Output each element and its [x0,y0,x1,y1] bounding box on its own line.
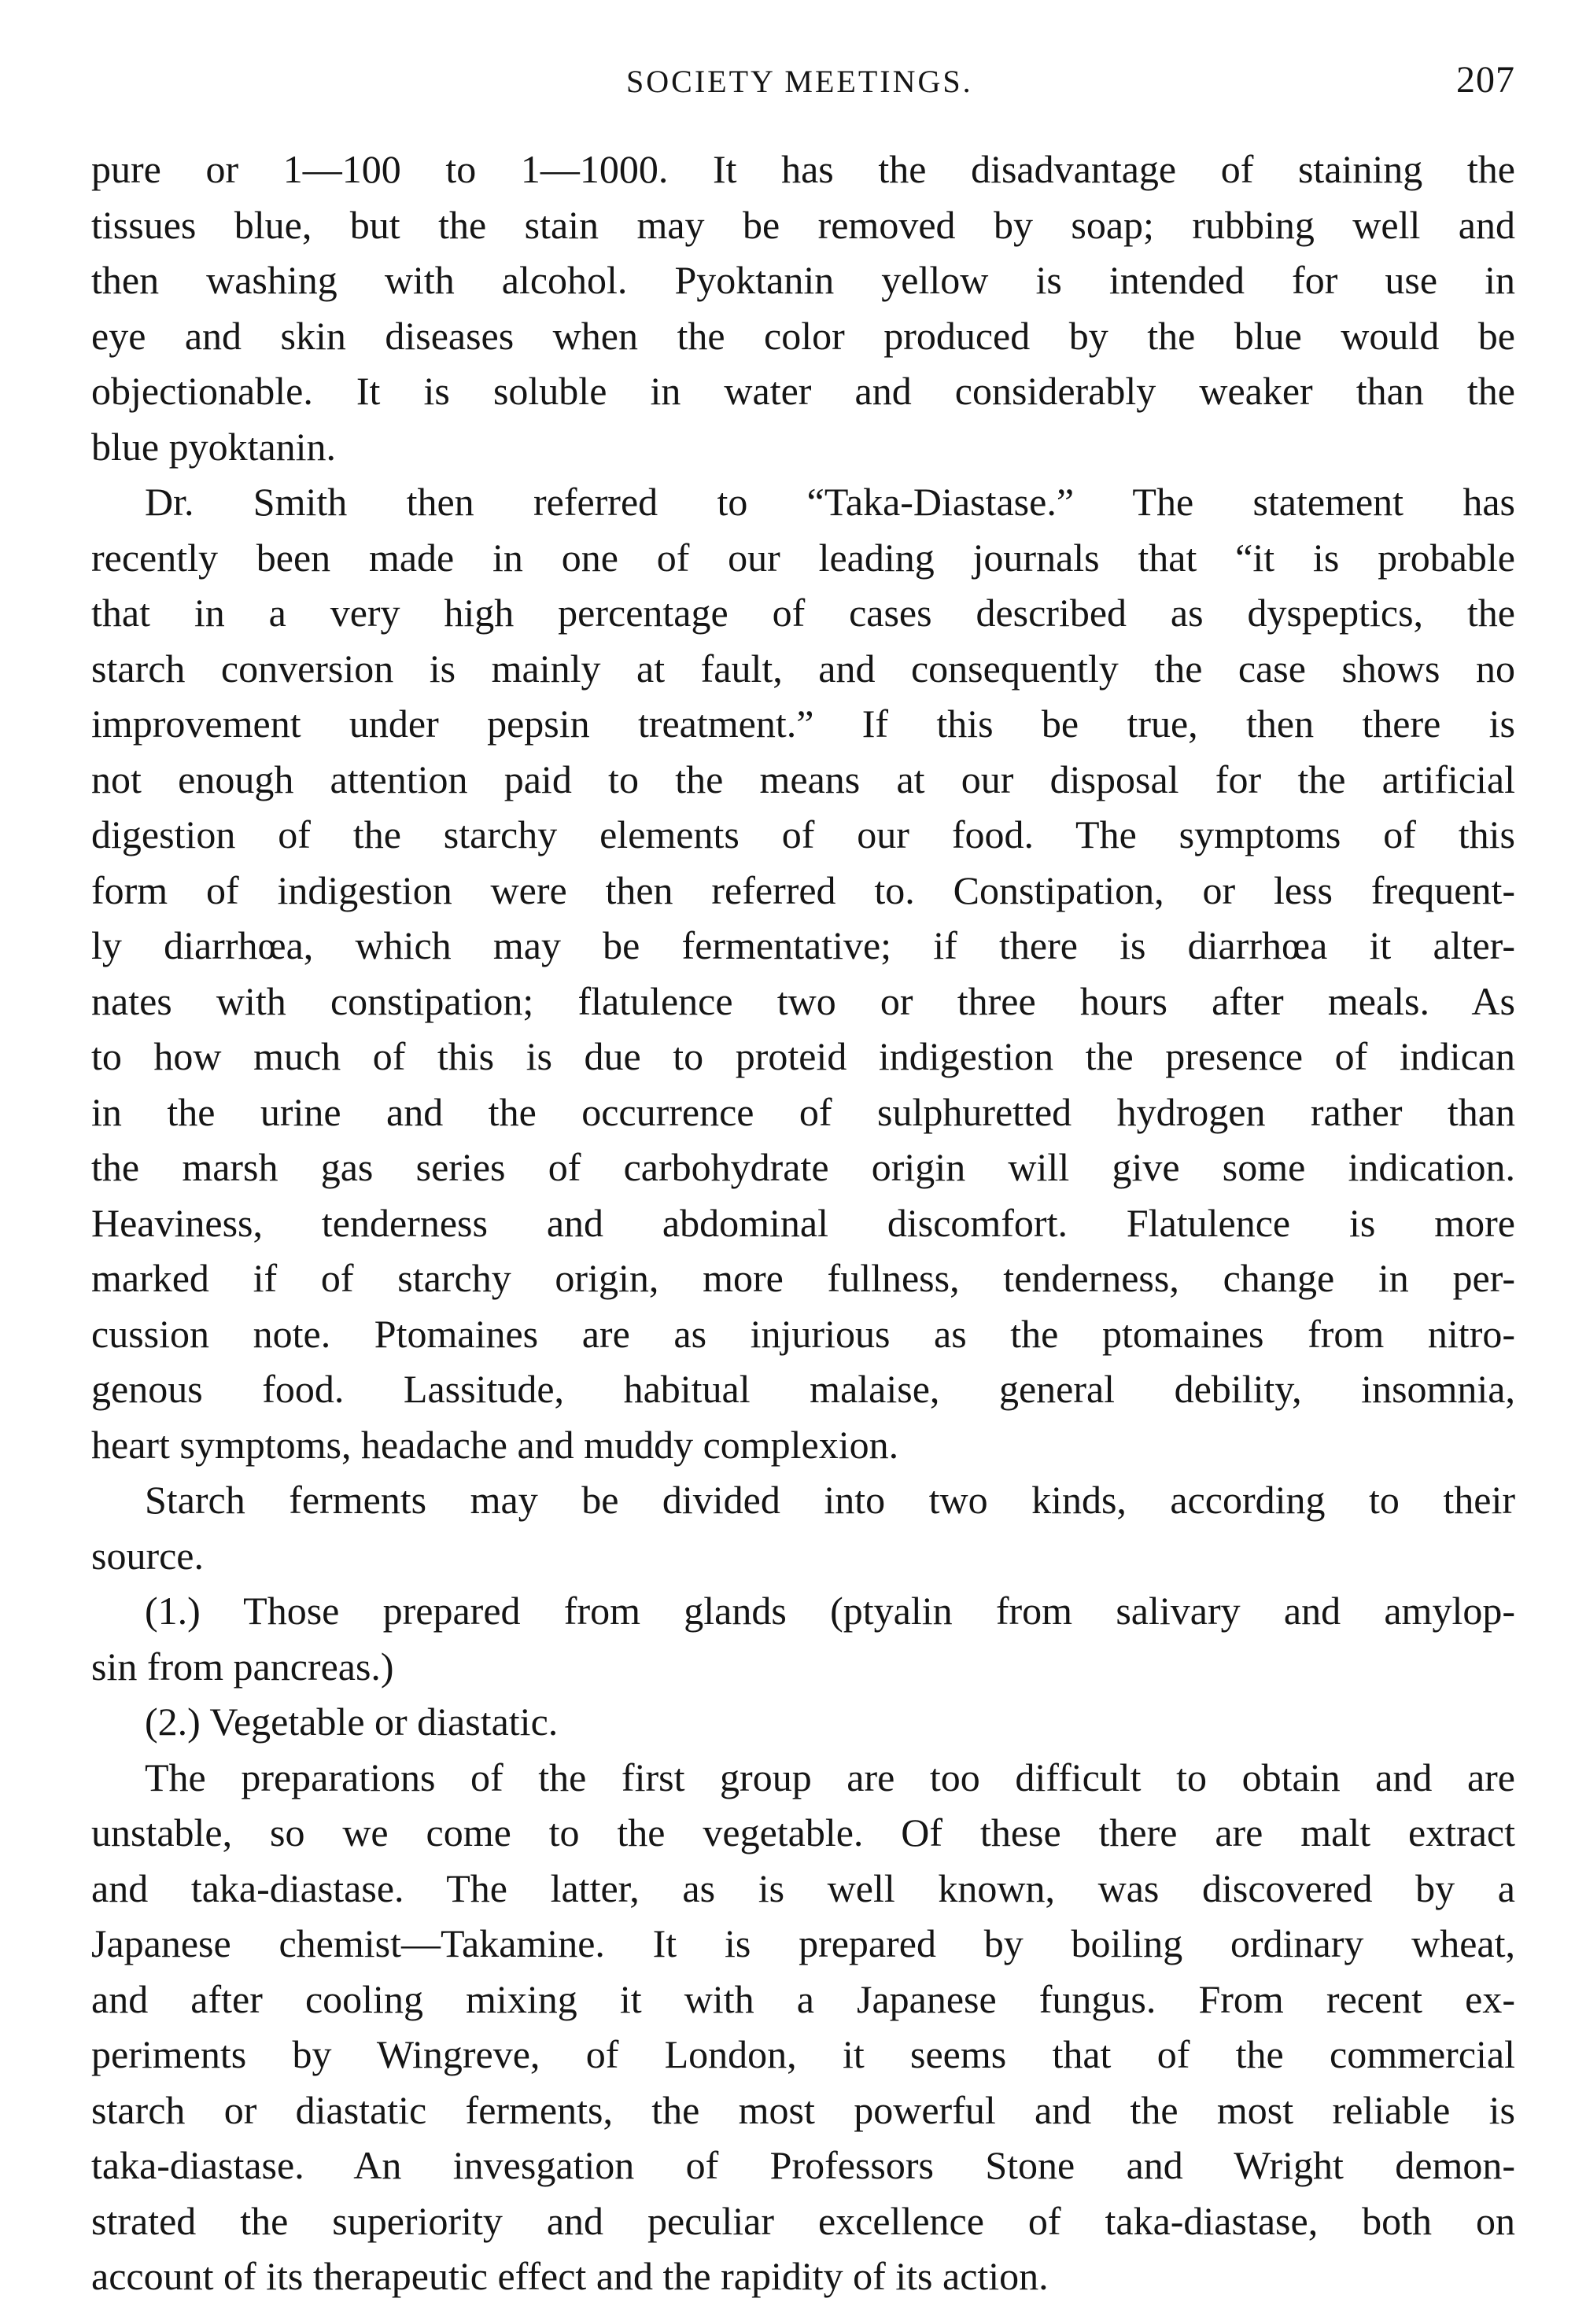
paragraph [91,474,1515,1472]
text-line: sin from pancreas.) [91,1644,394,1689]
text-line: periments by Wingreve, of London, it seems that of the commercial [91,2032,1515,2076]
paragraph [91,1583,1515,1694]
text-line: account of its therapeutic effect and the rapidity of its action. [91,2254,1049,2298]
text-line: blue pyoktanin. [91,424,337,469]
text-line: marked if of starchy origin, more fullness, tenderness, change in per- [91,1256,1515,1300]
paragraph [91,1472,1515,1583]
text-line: nates with constipation; flatulence two or three hours after meals. As [91,978,1515,1023]
page-number: 207 [1456,59,1515,101]
text-line: the marsh gas series of carbohydrate origin will give some indication. [91,1145,1515,1189]
text-line: The preparations of the first group are too difficult to obtain and are [145,1755,1515,1799]
text-line: eye and skin diseases when the color produced by the blue would be [91,313,1515,358]
text-line: pure or 1—100 to 1—1000. It has the disadvantage of staining the [91,147,1515,191]
text-line: and after cooling mixing it with a Japanese fungus. From recent ex- [91,1976,1515,2021]
paragraph [91,142,1515,474]
text-line: strated the superiority and peculiar excellence of taka-diastase, both on [91,2198,1515,2243]
text-line: Japanese chemist—Takamine. It is prepared by boiling ordinary wheat, [91,1921,1515,1965]
text-line: improvement under pepsin treatment.” If this be true, then there is [91,702,1515,746]
text-line: in the urine and the occurrence of sulphuretted hydrogen rather than [91,1089,1515,1134]
text-line: recently been made in one of our leading journals that “it is probable [91,535,1515,580]
text-line: tissues blue, but the stain may be removed by soap; rubbing well and [91,202,1515,247]
text-line: digestion of the starchy elements of our food. The symptoms of this [91,812,1515,856]
page [91,47,1515,2304]
text-line: (2.) Vegetable or diastatic. [145,1700,559,1744]
text-line: then washing with alcohol. Pyoktanin yellow is intended for use in [91,258,1515,302]
text-line: Dr. Smith then referred to “Taka-Diastase.” The statement has [145,480,1515,524]
text-line: (1.) Those prepared from glands (ptyalin from salivary and amylop- [145,1589,1515,1633]
text-line: form of indigestion were then referred to. Constipation, or less frequent- [91,867,1515,912]
text-line: cussion note. Ptomaines are as injurious as the ptomaines from nitro- [91,1311,1515,1356]
text-line: heart symptoms, headache and muddy complexion. [91,1422,899,1467]
text-line: starch or diastatic ferments, the most powerful and the most reliable is [91,2087,1515,2132]
text-line: ly diarrhœa, which may be fermentative; if there is diarrhœa it alter- [91,923,1515,967]
text-line: Starch ferments may be divided into two kinds, according to their [145,1478,1515,1522]
text-line: genous food. Lassitude, habitual malaise, general debility, insomnia, [91,1367,1515,1411]
text-line: to how much of this is due to proteid indigestion the presence of indican [91,1034,1515,1078]
text-line: objectionable. It is soluble in water and considerably weaker than the [91,369,1515,413]
paragraph [91,1694,1515,1750]
text-line: taka-diastase. An invesgation of Professors Stone and Wright demon- [91,2143,1515,2187]
running-head [91,47,1515,110]
text-line: unstable, so we come to the vegetable. Of these there are malt extract [91,1810,1515,1854]
text-line: starch conversion is mainly at fault, and consequently the case shows no [91,646,1515,691]
text-line: that in a very high percentage of cases described as dyspeptics, the [91,591,1515,635]
text-line: and taka-diastase. The latter, as is well known, was discovered by a [91,1865,1515,1910]
running-head-title: SOCIETY MEETINGS. [626,64,973,99]
text-line: Heaviness, tenderness and abdominal discomfort. Flatulence is more [91,1200,1515,1245]
body-text [91,142,1515,2304]
text-line: source. [91,1533,204,1578]
text-line: not enough attention paid to the means at our disposal for the artificial [91,757,1515,801]
paragraph [91,1750,1515,2304]
